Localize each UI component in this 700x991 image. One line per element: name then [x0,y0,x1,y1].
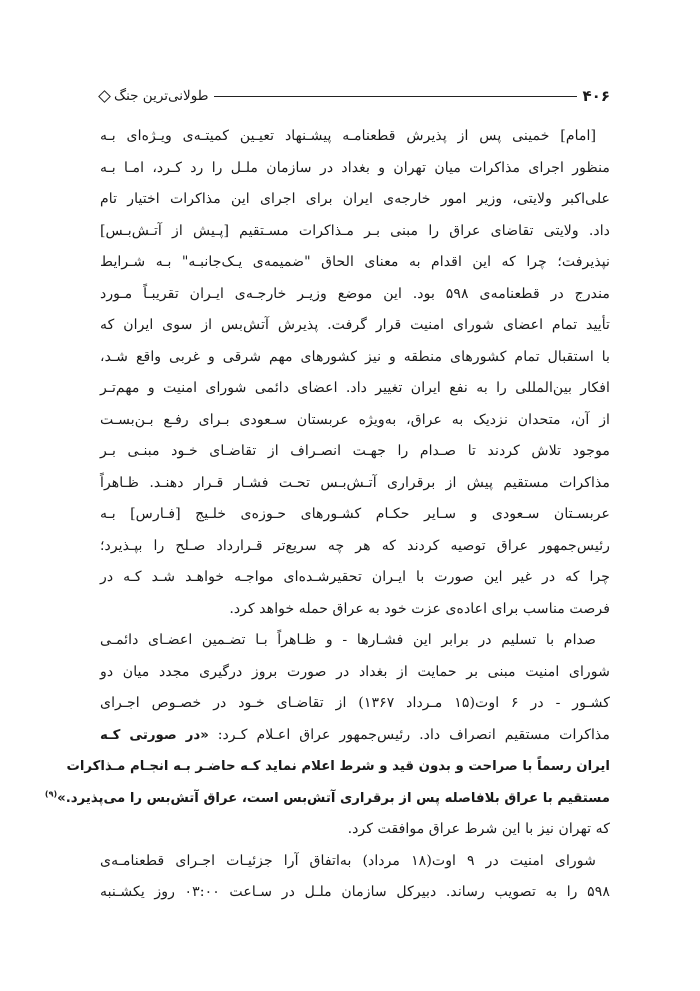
text-line [100,405,610,437]
footnote-marker: (۹) [44,789,58,799]
text-line [100,877,610,909]
text-line-content: مذاکرات مستقیم پیش از برقراری آتـش‌بـس تحـت فشـار قـرار دهنـد. ظـاهراً [100,474,610,491]
text-line [66,751,610,783]
text-line-content: ۵۹۸ را به تصویب رساند. دبیرکل سازمان ملـل در سـاعت ۰۳:۰۰ روز یکشـنبه [100,884,610,900]
header-rule [214,96,576,97]
text-line-content: منظور اجرای مذاکرات میان تهران و بغداد در سازمان ملـل را رد کـرد، امـا بـه [100,159,610,176]
text-line [100,373,610,405]
text-line-content: با استقبال تمام کشورهای منطقه و نیز کشورهای مهم شرقی و غربی واقع شـد، [100,348,610,365]
page-header [100,84,610,108]
text-line [100,279,610,311]
text-line [100,657,610,689]
text-line-content: عربسـتان سـعودی و سـایر حکـام کشـورهای حـوزه‌ی خلـیج [فـارس] بـه [100,506,610,522]
text-line-content: علی‌اکبر ولایتی، وزیر امور خارجه‌ی ایران برای اجرای این مذاکرات اختیار تام [100,191,610,207]
text-line-content: رئیس‌جمهور عراق توصیه کردند که هر چه سریع‌تر قـرارداد صـلح را بپـذیرد؛ [100,537,610,554]
text-line [100,562,610,594]
text-line-content: مذاکرات مستقیم انصراف داد. رئیس‌جمهور عراق اعـلام کـرد: [208,726,610,743]
text-line [100,846,610,878]
text-line [100,342,610,374]
text-line [100,121,610,153]
text-line [100,153,610,185]
text-line [100,531,610,563]
text-line-content: که تهران نیز با این شرط عراق موافقت کرد. [347,821,610,837]
text-line [100,310,610,342]
text-line [100,720,610,752]
text-line-content: موجود تلاش کردند تا صـدام را جهـت انصـراف از تقاضـای خـود مبنـی بـر [100,443,610,459]
text-line-content: از آن، متحدان نزدیک به عراق، به‌ویژه عربستان سـعودی بـرای رفـع بـن‌بسـت [100,411,610,428]
text-line [100,499,610,531]
body-text [44,121,610,909]
text-line-content: [امام] خمینی پس از پذیرش قطعنامـه پیشـنهاد تعیـین کمیتـه‌ی ویـژه‌ای بـه [100,128,596,144]
text-line [100,814,610,846]
text-line-content: صدام با تسلیم در برابر این فشـارها - و ظـاهراً بـا تضـمین اعضـای دائمـی [100,632,596,648]
text-line-content: نپذیرفت؛ چرا که این اقدام به معنای الحاق "ضمیمه‌ی یـک‌جانبـه" بـه شـرایط [100,254,610,270]
running-title [100,88,208,104]
text-line-content: ایران رسماً با صراحت و بدون قید و شرط اعلام نماید کـه حاضـر بـه انجـام مـذاکرات [66,759,610,774]
running-title-text: طولانی‌ترین جنگ [114,88,209,104]
text-line [100,625,610,657]
text-line-content: شورای امنیت مبنی بر حمایت از بغداد در صورت بروز درگیری مجدد میان دو [100,663,610,680]
text-line-content: مندرج در قطعنامه‌ی ۵۹۸ بود. این موضع وزیـر خارجـه‌ی ایـران تقریبـاً مـورد [100,285,610,302]
text-line [100,247,610,279]
diamond-icon [98,90,111,103]
text-line [100,468,610,500]
text-line [100,688,610,720]
text-line-content: شورای امنیت در ۹ اوت(۱۸ مرداد) به‌اتفاق آرا جزئیـات اجـرای قطعنامـه‌ی [100,852,596,869]
text-line-content: تأیید تمام اعضای شورای امنیت قرار گرفت. پذیرش آتش‌بس از سوی ایران که [100,317,610,333]
text-line [100,184,610,216]
text-line-content: چرا که در غیر این صورت با ایـران تحقیرشـده‌ای مواجـه خواهـد شـد کـه در [100,569,610,585]
text-line-content: کشـور - در ۶ اوت(۱۵ مـرداد ۱۳۶۷) از تقاضـای خـود در خصـوص اجـرای [100,695,610,711]
quote-start-bold: «در صورتی کـه [100,727,209,743]
text-line-content: داد. ولایتی تقاضای عراق را مبنی بـر مـذاکرات مسـتقیم [پـیش از آتـش‌بـس] [100,222,610,239]
text-line-content: فرصت مناسب برای اعاده‌ی عزت خود به عراق حمله خواهد کرد. [229,600,610,617]
text-line [100,594,610,626]
text-line [100,436,610,468]
text-line-content: افکار بین‌المللی را به نفع ایران تغییر داد. اعضای دائمی شورای امنیت و مهم‌تـر [100,380,610,396]
text-line-content: مستقیم با عراق بلافاصله پس از برقراری آتش‌بس است، عراق آتش‌بس را می‌پذیرد.» [57,790,610,806]
page-number: ۴۰۶ [582,87,610,105]
text-line [44,783,610,815]
text-line [100,216,610,248]
